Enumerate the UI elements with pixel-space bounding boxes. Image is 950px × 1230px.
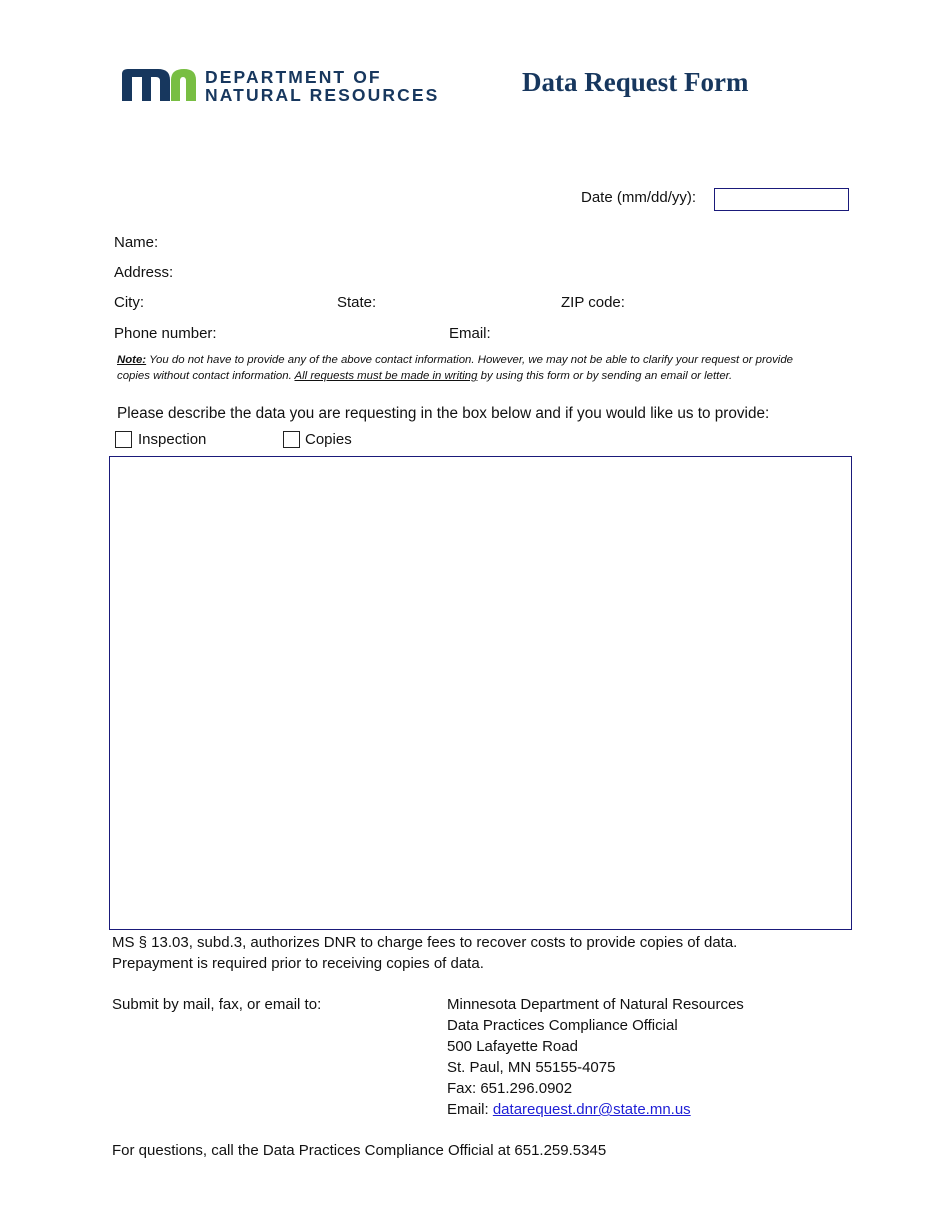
date-label: Date (mm/dd/yy): [581,189,697,206]
state-label: State: [337,294,377,311]
submit-fax: Fax: 651.296.0902 [447,1080,573,1097]
request-prompt: Please describe the data you are requesting in the box below and if you would like us to provide: [117,405,770,422]
mn-logo-icon [122,68,198,102]
note-text-1: You do not have to provide any of the above contact information. However, we may not be able to clarify your request or provide copies without contact information. [117,354,794,382]
logo-line-1: DEPARTMENT OF [205,67,382,87]
fees-line-1: MS § 13.03, subd.3, authorizes DNR to charge fees to recover costs to provide copies of data. [112,934,738,951]
note-prefix: Note: [117,354,147,366]
submit-org: Minnesota Department of Natural Resources [447,996,744,1013]
copies-checkbox[interactable] [283,431,300,448]
city-label: City: [114,294,144,311]
submit-email-line [447,1099,744,1120]
submit-label: Submit by mail, fax, or email to: [112,996,322,1013]
inspection-label: Inspection [138,431,207,448]
inspection-checkbox[interactable] [115,431,132,448]
contact-note [117,352,817,384]
submit-official: Data Practices Compliance Official [447,1017,678,1034]
note-text-2: by using this form or by sending an email or letter. [477,370,733,382]
phone-label: Phone number: [114,325,217,342]
fees-line-2: Prepayment is required prior to receiving copies of data. [112,955,484,972]
page-title: Data Request Form [522,67,749,97]
copies-label: Copies [305,431,352,448]
questions-line: For questions, call the Data Practices Compliance Official at 651.259.5345 [112,1142,607,1159]
note-underlined: All requests must be made in writing [294,370,478,382]
address-label: Address: [114,264,174,281]
request-description-textarea[interactable] [109,456,852,930]
submit-email-link[interactable]: datarequest.dnr@state.mn.us [492,1101,691,1118]
date-input[interactable] [714,188,849,211]
logo-line-2: NATURAL RESOURCES [205,85,440,105]
submit-street: 500 Lafayette Road [447,1038,578,1055]
name-label: Name: [114,234,159,251]
email-label: Email: [449,325,491,342]
submit-email-prefix: Email: [447,1101,493,1118]
submit-address-block [447,994,744,1120]
submit-city-state-zip: St. Paul, MN 55155-4075 [447,1059,616,1076]
dnr-logo [122,67,440,105]
zip-label: ZIP code: [561,294,625,311]
